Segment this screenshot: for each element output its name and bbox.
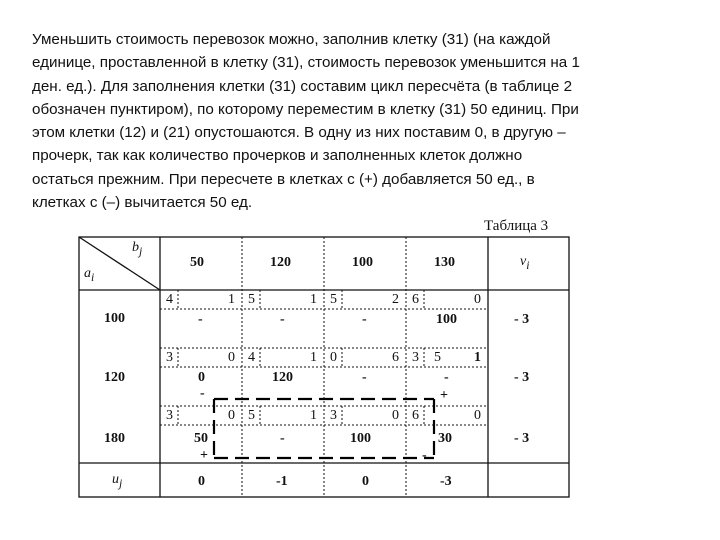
cost-right: 1	[310, 408, 317, 423]
cost-right: 1	[310, 350, 317, 365]
cost-left: 4	[166, 292, 173, 307]
cost-left: 6	[412, 292, 419, 307]
cost-left: 5	[330, 292, 337, 307]
explanation-paragraph	[32, 28, 688, 214]
allocation-cell: 100	[436, 312, 457, 327]
paragraph-line: Уменьшить стоимость перевозок можно, заполнив клетку (31) (на каждой	[32, 31, 551, 48]
cycle-minus-mark: -	[422, 448, 427, 463]
paragraph-line: ден. ед.). Для заполнения клетки (31) составим цикл пересчёта (в таблице 2	[32, 77, 573, 95]
corner-b-label	[132, 240, 142, 260]
v-letter: v	[520, 254, 527, 269]
cost-left: 4	[248, 350, 255, 365]
corner-b-letter: b	[132, 240, 139, 255]
table-caption: Таблица 3	[484, 218, 549, 234]
allocation-cell: 30	[438, 431, 452, 446]
allocation-cell: 50	[194, 431, 208, 446]
transport-table	[78, 236, 570, 498]
v-value: - 3	[514, 312, 530, 327]
allocation-cell: -	[362, 370, 367, 385]
paragraph-line: этом клетки (12) и (21) опустошаются. В одну из них поставим 0, в другую –	[32, 124, 566, 142]
cost-right: 0	[228, 350, 235, 365]
u-header	[112, 472, 122, 492]
cost-left: 5	[248, 292, 255, 307]
paragraph-line: единице, проставленной в клетку (31), стоимость перевозок уменьшится на 1	[32, 54, 580, 72]
allocation-cell: -	[280, 312, 285, 327]
supply-3: 180	[104, 431, 125, 446]
corner-a-letter: a	[84, 266, 91, 281]
supply-2: 120	[104, 370, 125, 385]
cost-right: 1	[228, 292, 235, 307]
u-value: 0	[198, 474, 205, 489]
supply-1: 100	[104, 311, 125, 326]
demand-4: 130	[434, 255, 455, 270]
cost-right: 0	[228, 408, 235, 423]
cycle-plus-mark: +	[200, 448, 208, 463]
v-value: - 3	[514, 370, 530, 385]
u-value: -1	[276, 474, 288, 489]
cycle-plus-mark: +	[440, 388, 448, 403]
cost-left: 3	[412, 350, 419, 365]
corner-a-label	[84, 266, 94, 286]
v-value: - 3	[514, 431, 530, 446]
cost-right: 0	[474, 408, 481, 423]
cost-right: 6	[392, 350, 399, 365]
demand-2: 120	[270, 255, 291, 270]
table-grid	[78, 236, 570, 498]
cost-left: 3	[166, 408, 173, 423]
u-subscript: j	[119, 476, 123, 490]
allocation-cell: -	[198, 312, 203, 327]
v-subscript: i	[526, 258, 530, 272]
allocation-cell: 100	[350, 431, 371, 446]
cycle-minus-mark: -	[200, 386, 205, 401]
paragraph-line: остаться прежним. При пересчете в клетках с (+) добавляется 50 ед., в	[32, 170, 535, 188]
cost-right: 0	[392, 408, 399, 423]
cost-right: 5	[434, 350, 441, 365]
cost-right: 2	[392, 292, 399, 307]
demand-1: 50	[190, 255, 204, 270]
paragraph-line: клетках с (–) вычитается 50 ед.	[32, 194, 253, 212]
cost-left: 3	[330, 408, 337, 423]
allocation-cell: 120	[272, 370, 293, 385]
v-header	[520, 254, 529, 274]
allocation-cell: 0	[198, 370, 205, 385]
u-value: -3	[440, 474, 452, 489]
corner-a-subscript: i	[91, 270, 95, 284]
paragraph-line: обозначен пунктиром), по которому переместим в клетку (31) 50 единиц. При	[32, 100, 579, 118]
allocation-cell: -	[362, 312, 367, 327]
allocation-cell: -	[444, 370, 449, 385]
demand-3: 100	[352, 255, 373, 270]
paragraph-line: прочерк, так как количество прочерков и заполненных клеток должно	[32, 147, 523, 165]
cost-left: 5	[248, 408, 255, 423]
cost-left: 3	[166, 350, 173, 365]
u-letter: u	[112, 472, 119, 487]
corner-b-subscript: j	[139, 244, 143, 258]
allocation-cell: -	[280, 431, 285, 446]
extra-cost-mark: 1	[474, 350, 481, 365]
u-value: 0	[362, 474, 369, 489]
cost-right: 0	[474, 292, 481, 307]
cost-left: 6	[412, 408, 419, 423]
cost-right: 1	[310, 292, 317, 307]
cost-left: 0	[330, 350, 337, 365]
